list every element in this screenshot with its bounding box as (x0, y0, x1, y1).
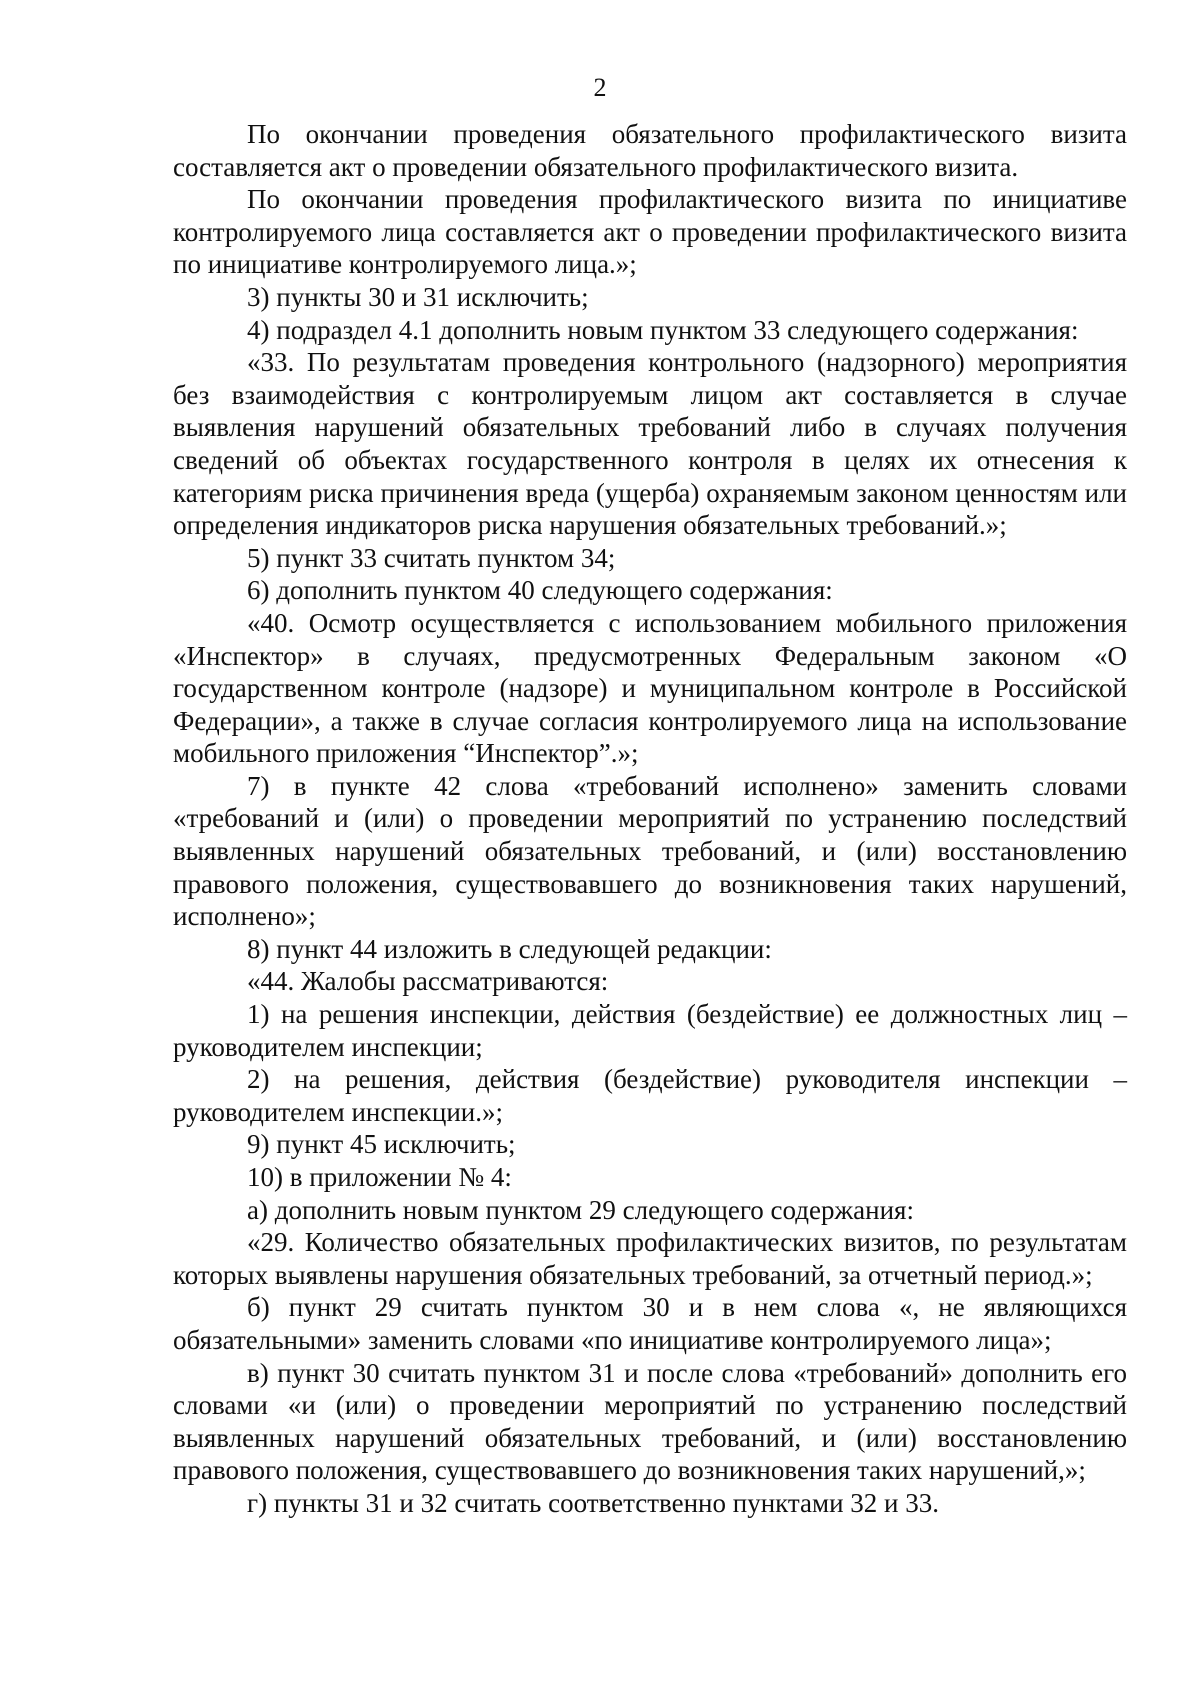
paragraph: «40. Осмотр осуществляется с использованием мобильного приложения «Инспектор» в случаях, предусмотренных Федеральным законом «О государственном контроле (надзоре) и муниципальном контроле в Российской Федерации», а также в случае согласия контролируемого лица на использование мобильного приложения “Инспектор”.»; (173, 607, 1127, 769)
list-item: 10) в приложении № 4: (247, 1162, 512, 1192)
paragraph: «29. Количество обязательных профилактических визитов, по результатам которых выявлены нарушения обязательных требований, за отчетный период.»; (173, 1227, 1127, 1290)
list-item: 6) дополнить пунктом 40 следующего содержания: (247, 575, 833, 606)
page-number: 2 (593, 73, 607, 102)
paragraph: «33. По результатам проведения контрольного (надзорного) мероприятия без взаимодействия с контролируемым лицом акт составляется в случае выявления нарушений обязательных требований либо в случаях получения сведений об объектах государственного контроля в целях их отнесения к категориям риска причинения вреда (ущерба) охраняемым законом ценностям или определения индикаторов риска нарушения обязательных требований.»; (173, 347, 1127, 541)
list-item: 5) пункт 33 считать пунктом 34; (247, 542, 616, 573)
list-item: 8) пункт 44 изложить в следующей редакции: (247, 933, 772, 964)
list-item: а) дополнить новым пунктом 29 следующего содержания: (247, 1194, 914, 1225)
document-body (173, 118, 1127, 1520)
list-item: 1) на решения инспекции, действия (бездействие) ее должностных лиц – руководителем инспекции; (173, 999, 1127, 1062)
paragraph: «44. Жалобы рассматриваются: (247, 966, 609, 997)
paragraph: По окончании проведения обязательного профилактического визита составляется акт о проведении обязательного профилактического визита. (173, 119, 1127, 182)
list-item: 7) в пункте 42 слова «требований исполнено» заменить словами «требований и (или) о проведении мероприятий по устранению последствий выявленных нарушений обязательных требований, и (или) восстановлению правового положения, существовавшего до возникновения таких нарушений, исполнено»; (173, 770, 1127, 932)
list-item: 3) пункты 30 и 31 исключить; (247, 281, 589, 312)
paragraph: По окончании проведения профилактического визита по инициативе контролируемого лица составляется акт о проведении профилактического визита по инициативе контролируемого лица.»; (173, 184, 1127, 280)
list-item: 9) пункт 45 исключить; (247, 1129, 516, 1160)
list-item: г) пункты 31 и 32 считать соответственно пунктами 32 и 33. (247, 1487, 940, 1518)
list-item: 4) подраздел 4.1 дополнить новым пунктом 33 следующего содержания: (247, 314, 1079, 345)
list-item: 2) на решения, действия (бездействие) руководителя инспекции – руководителем инспекции.»; (173, 1064, 1127, 1127)
list-item: б) пункт 29 считать пунктом 30 и в нем слова «, не являющихся обязательными» заменить словами «по инициативе контролируемого лица»; (173, 1292, 1127, 1355)
list-item: в) пункт 30 считать пунктом 31 и после слова «требований» дополнить его словами «и (или) о проведении мероприятий по устранению последствий выявленных нарушений обязательных требований, и (или) восстановлению правового положения, существовавшего до возникновения таких нарушений,»; (173, 1357, 1127, 1486)
